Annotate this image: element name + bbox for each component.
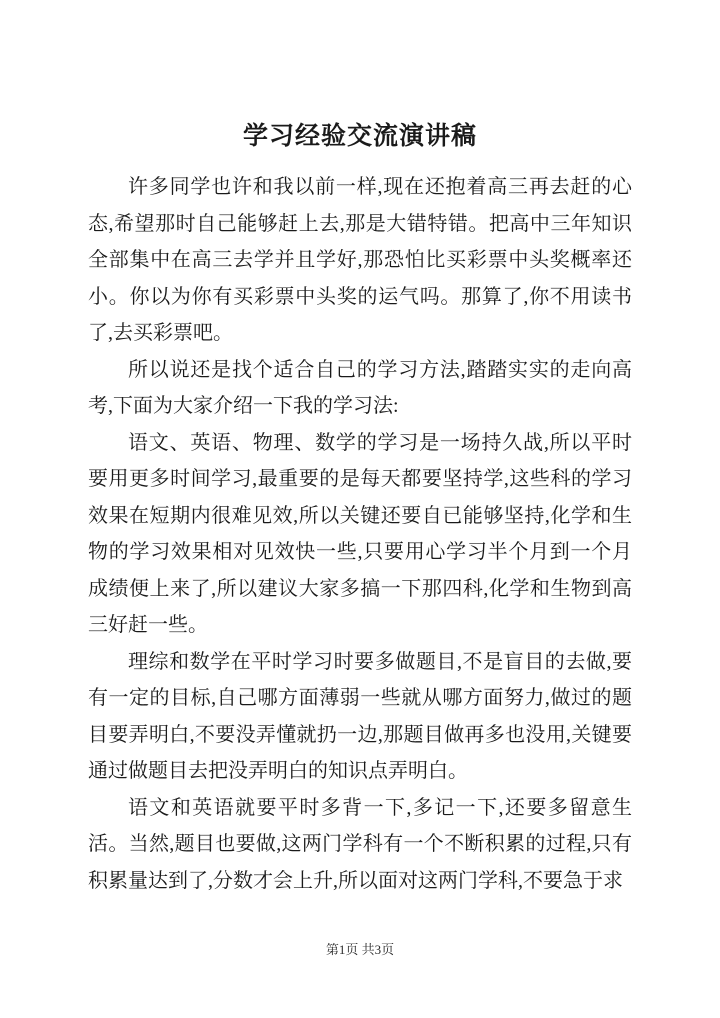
paragraph: 理综和数学在平时学习时要多做题目,不是盲目的去做,要有一定的目标,自己哪方面薄弱一些就从哪方面努力,做过的题目要弄明白,不要没弄懂就扔一边,那题目做再多也没用,关键要通过做题目去把没弄明白的知识点弄明白。 [88, 650, 632, 782]
paragraph: 语文和英语就要平时多背一下,多记一下,还要多留意生活。当然,题目也要做,这两门学科有一个不断积累的过程,只有积累量达到了,分数才会上升,所以面对这两门学科,不要急于求 [88, 796, 632, 892]
page-number-footer: 第1页 共3页 [325, 942, 395, 957]
paragraph: 语文、英语、物理、数学的学习是一场持久战,所以平时要用更多时间学习,最重要的是每天都要坚持学,这些科的学习效果在短期内很难见效,所以关键还要自已能够坚持,化学和生物的学习效果相对见效快一些,只要用心学习半个月到一个月成绩便上来了,所以建议大家多搞一下那四科,化学和生物到高三好赶一些。 [88, 431, 632, 636]
document-body [0, 169, 720, 899]
paragraph: 所以说还是找个适合自己的学习方法,踏踏实实的走向高考,下面为大家介绍一下我的学习法: [88, 358, 632, 417]
paragraph: 许多同学也许和我以前一样,现在还抱着高三再去赶的心态,希望那时自己能够赶上去,那是大错特错。把高中三年知识全部集中在高三去学并且学好,那恐怕比买彩票中头奖概率还小。你以为你有买彩票中头奖的运气吗。那算了,你不用读书了,去买彩票吧。 [88, 176, 632, 344]
document-title: 学习经验交流演讲稿 [242, 123, 477, 150]
